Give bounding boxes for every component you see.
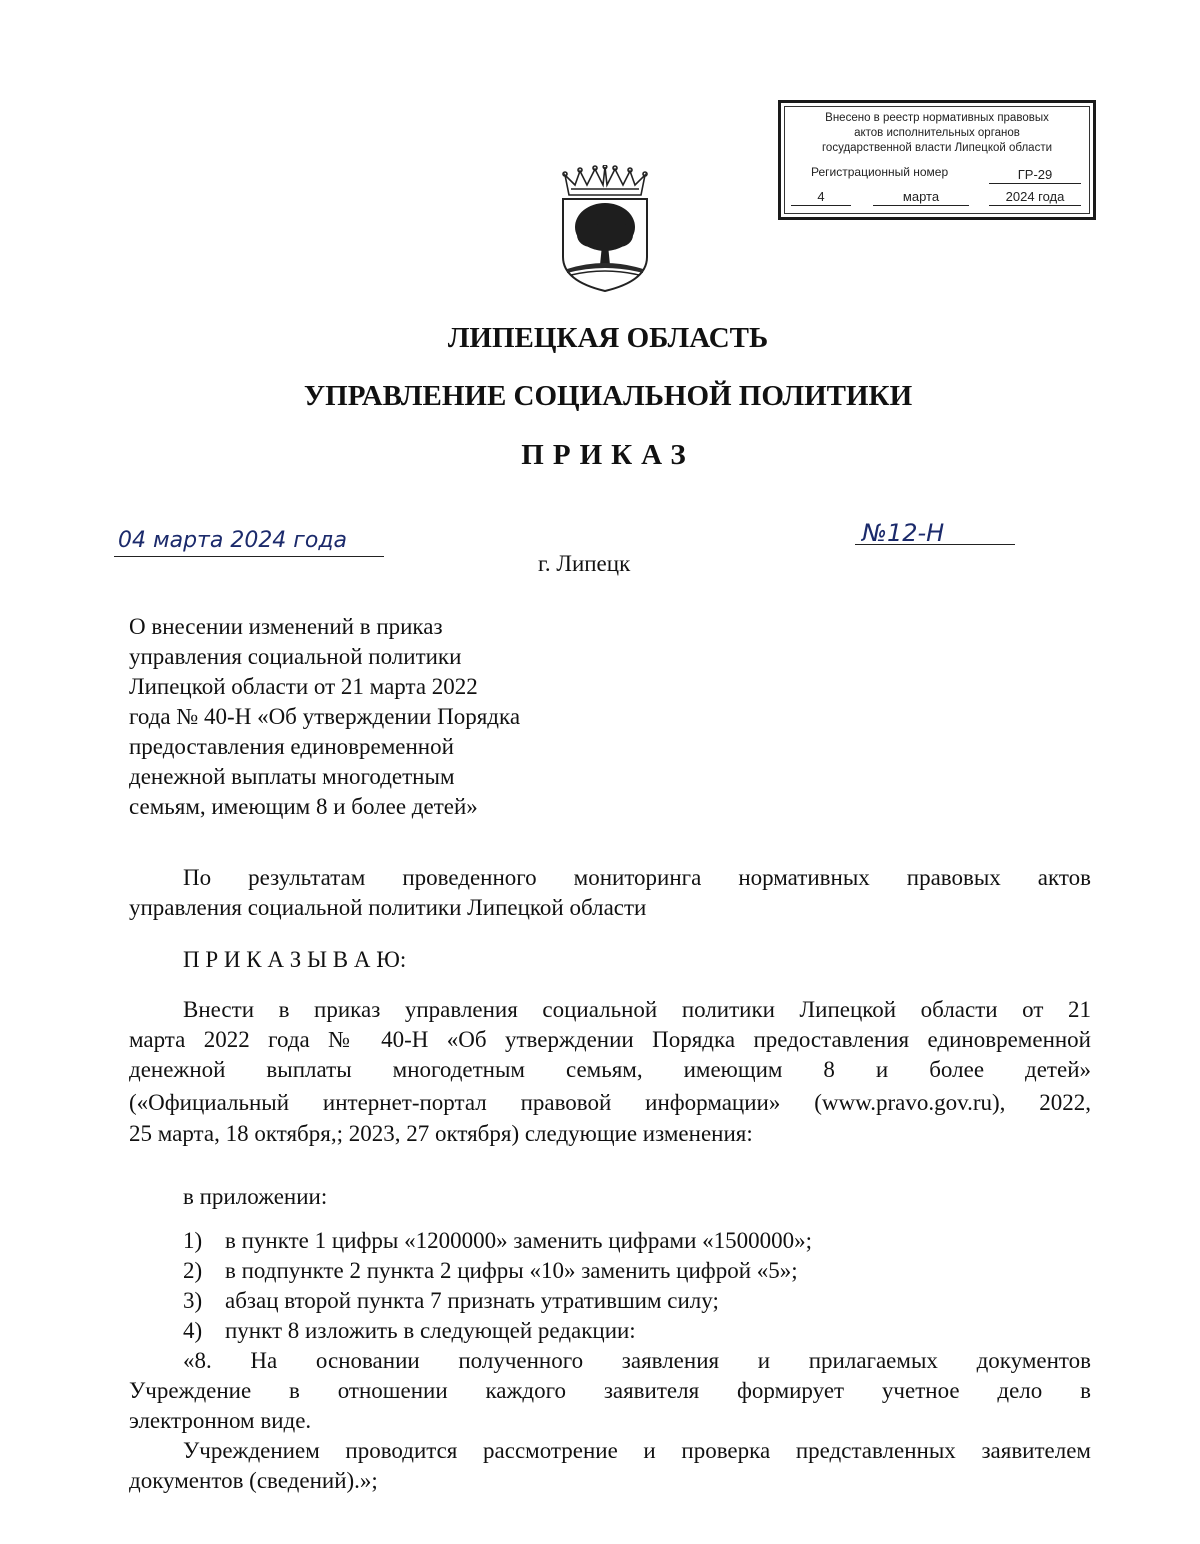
heading-department: УПРАВЛЕНИЕ СОЦИАЛЬНОЙ ПОЛИТИКИ xyxy=(303,380,913,412)
point8-line: «8. На основании полученного заявления и прилагаемых документов xyxy=(183,1348,1091,1373)
point8-line: Учреждение в отношении каждого заявителя формирует учетное дело в xyxy=(129,1378,1091,1403)
main-paragraph-line: 25 марта, 18 октября,; 2023, 27 октября) следующие изменения: xyxy=(129,1121,753,1146)
subject-line: года № 40-Н «Об утверждении Порядка xyxy=(129,704,521,729)
subject-line: О внесении изменений в приказ xyxy=(129,614,443,639)
stamp-line-3: государственной власти Липецкой области xyxy=(821,142,1053,154)
list-item-text: в подпункте 2 пункта 2 цифры «10» заменить цифрой «5»; xyxy=(225,1258,798,1283)
handwritten-date: 04 марта 2024 года xyxy=(118,528,348,553)
lipetsk-coat-of-arms-icon xyxy=(555,165,655,295)
point8-line: электронном виде. xyxy=(129,1408,312,1433)
number-underline xyxy=(855,544,1015,545)
subject-line: Липецкой области от 21 марта 2022 xyxy=(129,674,478,699)
preamble-line: управления социальной политики Липецкой области xyxy=(129,895,647,920)
main-paragraph-line: («Официальный интернет-портал правовой информации» (www.pravo.gov.ru), 2022, xyxy=(129,1090,1091,1115)
handwritten-number: №12-Н xyxy=(862,519,945,547)
date-underline xyxy=(114,556,384,557)
heading-doc-type: ПРИКАЗ xyxy=(521,439,695,471)
heading-region: ЛИПЕЦКАЯ ОБЛАСТЬ xyxy=(447,322,769,354)
stamp-date-day: 4 xyxy=(791,189,851,206)
city: г. Липецк xyxy=(538,551,631,576)
list-item-number: 4) xyxy=(183,1318,203,1343)
registry-stamp xyxy=(778,100,1096,220)
subject-line: предоставления единовременной xyxy=(129,734,454,759)
main-paragraph-line: марта 2022 года № 40-Н «Об утверждении Порядка предоставления единовременной xyxy=(129,1027,1091,1052)
list-item-number: 1) xyxy=(183,1228,203,1253)
stamp-date-month: марта xyxy=(873,189,969,206)
stamp-line-2: актов исполнительных органов xyxy=(854,127,1020,139)
list-item-text: в пункте 1 цифры «1200000» заменить цифрами «1500000»; xyxy=(225,1228,813,1253)
subject-line: управления социальной политики xyxy=(129,644,462,669)
stamp-reg-number: ГР-29 xyxy=(989,167,1081,184)
stamp-date-year: 2024 года xyxy=(989,189,1081,206)
in-appendix-label: в приложении: xyxy=(183,1184,328,1209)
subject-line: денежной выплаты многодетным xyxy=(129,764,455,789)
point8b-line: документов (сведений).»; xyxy=(129,1468,378,1493)
stamp-reg-label: Регистрационный номер xyxy=(811,165,949,179)
stamp-line-1: Внесено в реестр нормативных правовых xyxy=(825,112,1049,124)
main-paragraph-line: Внести в приказ управления социальной политики Липецкой области от 21 xyxy=(183,997,1091,1022)
list-item-number: 3) xyxy=(183,1288,203,1313)
main-paragraph-line: денежной выплаты многодетным семьям, имеющим 8 и более детей» xyxy=(129,1057,1091,1082)
point8b-line: Учреждением проводится рассмотрение и проверка представленных заявителем xyxy=(183,1438,1091,1463)
subject-line: семьям, имеющим 8 и более детей» xyxy=(129,794,478,819)
list-item-number: 2) xyxy=(183,1258,203,1283)
list-item-text: пункт 8 изложить в следующей редакции: xyxy=(225,1318,636,1343)
order-word: П Р И К А З Ы В А Ю: xyxy=(183,947,407,972)
list-item-text: абзац второй пункта 7 признать утратившим силу; xyxy=(225,1288,719,1313)
preamble-line: По результатам проведенного мониторинга нормативных правовых актов xyxy=(183,865,1091,890)
